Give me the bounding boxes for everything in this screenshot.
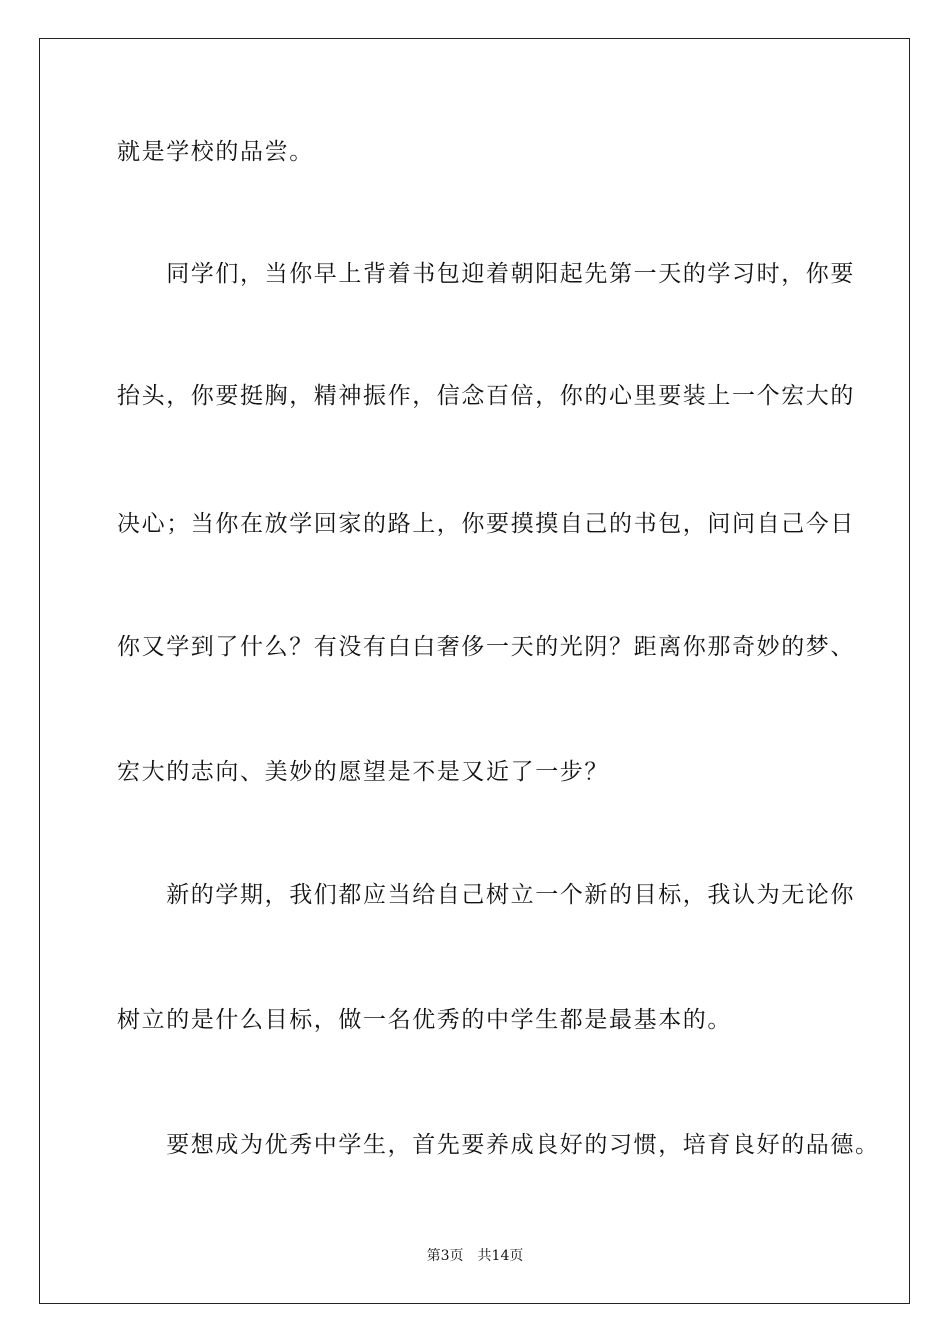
body-text-line: 决心；当你在放学回家的路上，你要摸摸自己的书包，问问自己今日	[117, 511, 855, 537]
body-text-line: 就是学校的品尝。	[117, 139, 314, 165]
body-text-line: 新的学期，我们都应当给自己树立一个新的目标，我认为无论你	[117, 882, 855, 908]
body-text-line: 树立的是什么目标，做一名优秀的中学生都是最基本的。	[117, 1007, 732, 1033]
page-number-footer: 第3页 共14页	[426, 1248, 524, 1264]
body-text-line: 同学们，当你早上背着书包迎着朝阳起先第一天的学习时，你要	[117, 261, 855, 287]
body-text-line: 你又学到了什么？有没有白白奢侈一天的光阴？距离你那奇妙的梦、	[117, 634, 855, 660]
body-text-line: 抬头，你要挺胸，精神振作，信念百倍，你的心里要装上一个宏大的	[117, 383, 855, 409]
body-text-line: 宏大的志向、美妙的愿望是不是又近了一步？	[117, 759, 609, 785]
body-text-line: 要想成为优秀中学生，首先要养成良好的习惯，培育良好的品德。	[117, 1132, 880, 1158]
page-border	[39, 38, 910, 1304]
